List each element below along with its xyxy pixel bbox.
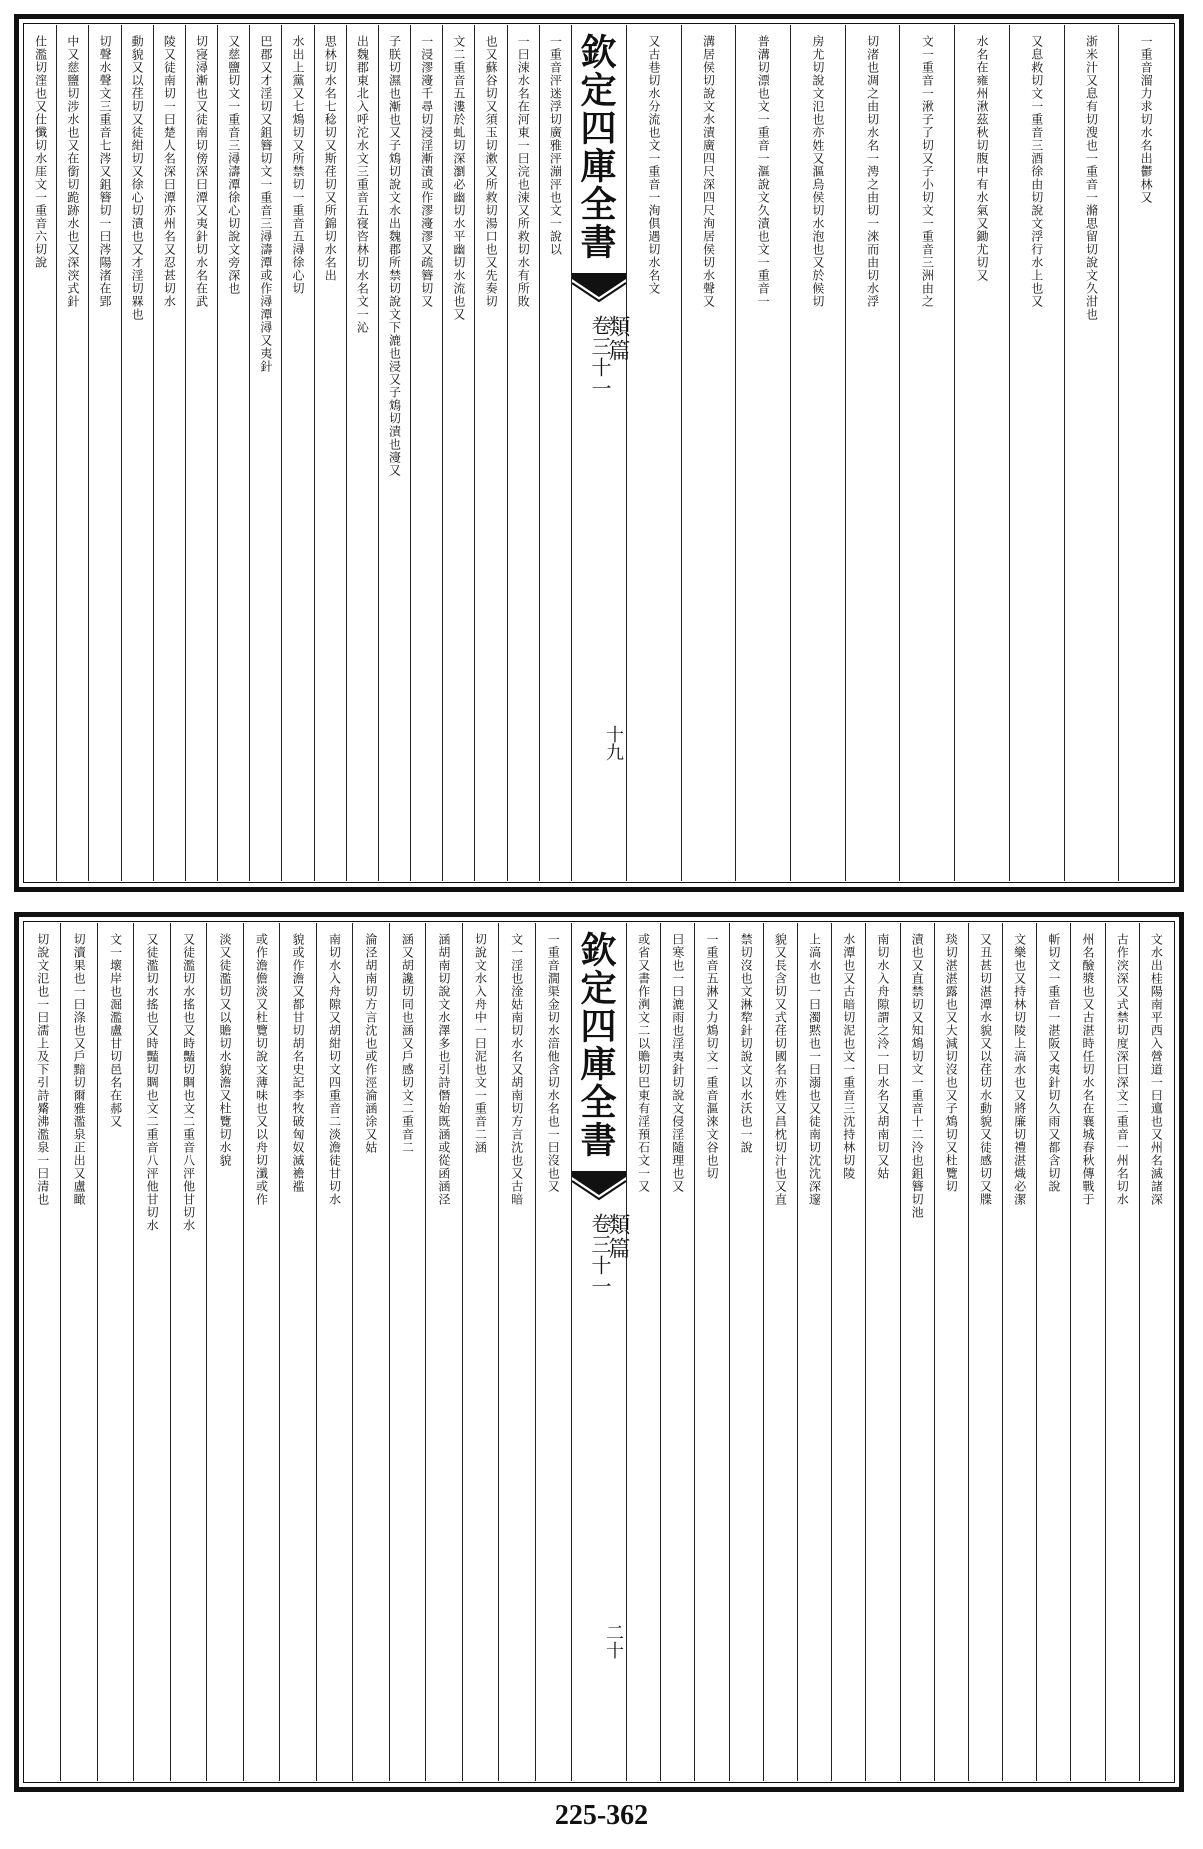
text-column: 琰切湛湛露也又大減切沒也又子鴆切又杜覽切 (935, 923, 969, 1781)
text-column: 切說文水入舟中一曰泥也文一重音二涵 (463, 923, 499, 1781)
text-column: 房尤切說文氾也亦姓又漚烏侯切水泡也又於候切 (791, 25, 846, 881)
book-title: 欽定四庫全書 (575, 931, 617, 1159)
page-grid-top (25, 25, 1173, 881)
text-column: 思林切水名七稔切又斯荏切又所錦切水名出 (315, 25, 347, 881)
category-label: 類篇 (605, 1213, 630, 1261)
text-column: 浙米汁又息有切溲也一重音一滫思留切說文久泔也 (1065, 25, 1120, 881)
text-column: 又慈鹽切文一重音三潯濤潭徐心切說文旁深也 (218, 25, 250, 881)
text-column: 南切水入舟隙又胡紺切文四重音二淡澹徒甘切水 (317, 923, 353, 1781)
fishtail-mark-icon (572, 1171, 626, 1201)
leaf-number: 二十 (603, 1623, 624, 1659)
text-column: 文一重音一湫子了切又子小切文一重音三洲由之 (900, 25, 955, 881)
text-column: 也又蘇谷切又須玉切漱又所救切湯口也又先奏切 (475, 25, 507, 881)
text-column: 一重音泙迷浮切廣雅泙漰泙也文一說以 (548, 35, 563, 256)
text-column: 淪泾胡南切方言沈也或作涇淪涵涂又姑 (353, 923, 389, 1781)
fishtail-mark-icon (572, 273, 626, 303)
text-column: 一曰涑水名在河東一曰浣也涑又所救切水有所敗 (508, 25, 540, 881)
text-column: 貌又長含切又式荏切國名亦姓又昌枕切汁也又直 (764, 923, 798, 1781)
text-column: 南切水入舟隙謂之泠一曰水名又胡南切又姑 (866, 923, 900, 1781)
text-column: 一浸漻濅千尋切浸淫漸漬或作漻濅漻又疏簪切又 (411, 25, 443, 881)
text-column: 出魏郡東北入呼沱水文三重音五寑咨林切水名文一沁 (347, 25, 379, 881)
spine-top (571, 25, 630, 881)
text-column: 子朕切濕也漸也又子鴆切說文水出魏郡所禁切說文下漉也浸又子鴆切漬也濅又 (379, 25, 411, 881)
text-column: 禁切沒也文淋犂針切說文以水沃也一說 (730, 923, 764, 1781)
text-column: 文樂也又持林切陵上滈水也又將廉切禮湛熾必潔 (1003, 923, 1037, 1781)
text-column: 一重音㵎渠金切水湆他含切水名也一曰沒也又 (546, 933, 561, 1193)
page-grid-bottom (25, 923, 1173, 1781)
page-block-bottom (14, 912, 1184, 1792)
text-column: 又丑甚切湛潭水貌又以荏切水動貌又徒感切又牒 (969, 923, 1003, 1781)
text-column: 文二重音五漊於虬切深瀏必幽切水平幽切水流也又 (443, 25, 475, 881)
text-column: 或省又書作㴊文二以贍切巴東有淫預石文一又 (627, 923, 661, 1781)
text-column: 淡又徒濫切又以贍切水貌澹又杜覽切水貌 (207, 923, 243, 1781)
text-column: 州名醶漿也又古湛時任切水名在襄城春秋傳戰于 (1071, 923, 1105, 1781)
category-label: 類篇 (605, 315, 630, 363)
text-column: 文水出桂陽南平西入營道一曰邅也又州名滅諸深 (1149, 933, 1164, 1206)
volume-label: 卷三十一 (588, 1213, 612, 1297)
text-column: 又古巷切水分流也文一重音一洵俱遇切水名文 (627, 25, 682, 881)
text-column: 切渚也凋之由切水名一涄之由切一淶而由切水浮 (846, 25, 901, 881)
text-column: 切寖潯漸也又徒南切傍深曰潭又夷針切水名在武 (186, 25, 218, 881)
text-column: 又徒濫切水搖也又時豔切賙也文二重音八泙他甘切水 (134, 923, 170, 1781)
text-column: 一重音五淋又力鴆切文一重音漚淶文谷也切 (695, 923, 729, 1781)
volume-label: 卷三十一 (588, 315, 612, 399)
text-column: 中又慈鹽切涉水也又在銜切跪跡水也又深湥式針 (57, 25, 89, 881)
right-half-top (627, 25, 1173, 881)
text-column: 切聲水聲文三重音七涔又鉏簪切一曰涔陽渚在郢 (89, 25, 121, 881)
text-column: 貌或作澹又都甘切胡名史記李牧破匈奴滅襜褴 (280, 923, 316, 1781)
text-column: 文一淫也淦姑南切水名又胡南切方言沈也又古暗 (499, 923, 535, 1781)
text-column: 漬也又直禁切又知鴆切文一重音十二泠也鉏簪切池 (901, 923, 935, 1781)
text-column: 上滈水也一曰濁黙也一曰溺也又徒南切沈沈深邃 (798, 923, 832, 1781)
text-column: 涵又胡讒切同也涵又戶感切文二重音二 (390, 923, 426, 1781)
text-column: 水出上黨又七鴆切又所禁切一重音五潯徐心切 (282, 25, 314, 881)
text-column: 曰寒也一曰漉雨也淫夷針切說文侵淫隨理也又 (661, 923, 695, 1781)
right-half-bottom (627, 923, 1173, 1781)
text-column: 動貌又以荏切又徒紺切又徐心切漬也又才淫切槑也 (122, 25, 154, 881)
left-half-top (25, 25, 571, 881)
text-column: 水潭也又古暗切泥也文一重音三沈持林切陵 (832, 923, 866, 1781)
text-column: 溝居侯切說文水漬廣四尺深四尺洵居侯切水聲又 (682, 25, 737, 881)
text-column: 水名在雍州湫茲秋切腹中有水氣又鋤尤切又 (955, 25, 1010, 881)
text-column: 一重音溜力求切水名出鬱林又 (1139, 35, 1154, 204)
left-half-bottom (25, 923, 571, 1781)
text-column: 又息救切文一重音三酒徐由切說文浮行水上也又 (1010, 25, 1065, 881)
text-column: 陵又徒南切一曰楚人名深曰潭亦州名又忍甚切水 (154, 25, 186, 881)
page-block-top (14, 14, 1184, 892)
text-column: 切說文氾也一曰濡上及下引詩觱沸濫泉一曰清也 (25, 923, 61, 1781)
page-number-footer: 225-362 (554, 1800, 649, 1831)
spine-bottom (571, 923, 630, 1781)
text-column: 仕濫切漥也又仕懺切水厓文一重音六切說 (25, 25, 57, 881)
text-column: 古作湥深又式禁切度深曰深文二重音一州名切水 (1106, 923, 1140, 1781)
leaf-number: 十九 (603, 725, 624, 761)
text-column: 切瀆果也一曰涤也又戶黯切爾雅濫泉正出又盧瞰 (61, 923, 97, 1781)
book-title: 欽定四庫全書 (575, 33, 617, 261)
text-column: 巴郡又才淫切又鉏簪切文一重音三潯濤潭或作潯潭潯又夷針 (250, 25, 282, 881)
text-column: 文一壞岸也淈濫盧甘切邑名在郝又 (98, 923, 134, 1781)
text-column: 普溝切漂也文一重音一漚說文久漬也文一重音一 (736, 25, 791, 881)
text-column: 斬切文一重音一湛阪又夷針切久雨又都含切說 (1037, 923, 1071, 1781)
text-column: 涵胡南切說文水澤多也引詩僭始既涵或從函涵泾 (426, 923, 462, 1781)
text-column: 又徒濫切水搖也又時豔切賙也文二重音八泙他甘切水 (171, 923, 207, 1781)
text-column: 或作澹儋淡又杜覽切說文薄味也又以舟切瀸或作 (244, 923, 280, 1781)
